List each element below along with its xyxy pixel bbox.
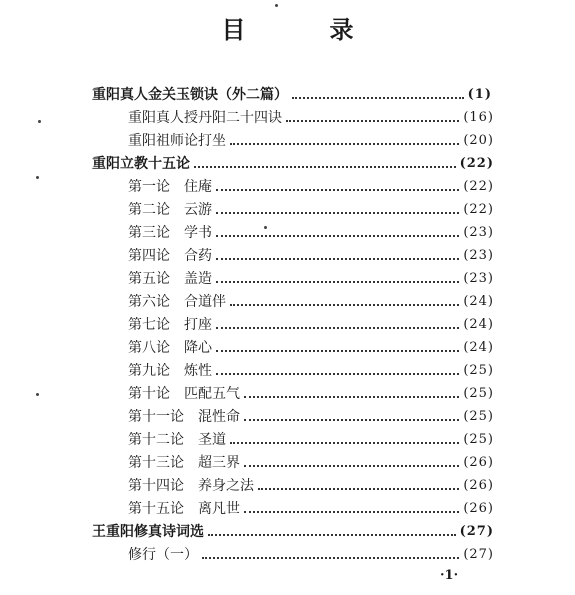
toc-entry[interactable]: [128, 383, 494, 405]
toc-entry[interactable]: [128, 544, 494, 566]
toc-entry-title: 第三论 学书: [128, 225, 212, 241]
leader-dots: [230, 143, 459, 145]
leader-dots: [216, 281, 459, 283]
toc-entry-page: (25): [463, 386, 494, 401]
toc-entry[interactable]: [128, 452, 494, 474]
toc-entry[interactable]: [128, 429, 494, 451]
toc-entry[interactable]: [128, 199, 494, 221]
toc-entry[interactable]: [128, 222, 494, 244]
leader-dots: [244, 511, 459, 513]
toc-entry-title: 第十四论 养身之法: [128, 478, 254, 494]
leader-dots: [194, 166, 456, 168]
toc-entry-title: 第十一论 混性命: [128, 409, 240, 425]
toc-entry[interactable]: [92, 84, 492, 106]
toc-entry[interactable]: [128, 314, 494, 336]
toc-entry-title: 第十二论 圣道: [128, 432, 226, 448]
toc-entry[interactable]: [128, 268, 494, 290]
leader-dots: [244, 465, 459, 467]
toc-entry-page: (20): [463, 133, 494, 148]
scan-speck: [36, 393, 39, 396]
toc-entry-page: (24): [463, 340, 494, 355]
toc-entry[interactable]: [92, 521, 494, 543]
toc-entry[interactable]: [128, 475, 494, 497]
toc-entry[interactable]: [128, 406, 494, 428]
leader-dots: [216, 350, 459, 352]
toc-entry-title: 第八论 降心: [128, 340, 212, 356]
toc-entry-title: 王重阳修真诗词选: [92, 524, 204, 540]
page-title: 目 录: [221, 15, 384, 44]
leader-dots: [208, 534, 456, 536]
leader-dots: [216, 327, 459, 329]
toc-entry-page: (23): [463, 248, 494, 263]
leader-dots: [230, 304, 459, 306]
toc-entry-title: 重阳立教十五论: [92, 156, 190, 172]
toc-entry-page: (23): [463, 271, 494, 286]
leader-dots: [216, 212, 459, 214]
leader-dots: [286, 120, 459, 122]
toc-entry-title: 修行（一）: [128, 547, 198, 563]
leader-dots: [216, 235, 459, 237]
leader-dots: [244, 396, 459, 398]
toc-entry-page: (26): [463, 478, 494, 493]
toc-entry-page: (27): [459, 524, 494, 539]
page-number: ·1·: [440, 568, 459, 583]
leader-dots: [216, 373, 459, 375]
toc-entry-page: (24): [463, 294, 494, 309]
toc-entry-title: 重阳祖师论打坐: [128, 133, 226, 149]
scan-speck: [38, 120, 41, 123]
toc-entry[interactable]: [128, 337, 494, 359]
toc-entry-page: (16): [463, 110, 494, 125]
toc-entry-page: (25): [463, 409, 494, 424]
toc-entry[interactable]: [128, 291, 494, 313]
toc-entry-page: (25): [463, 432, 494, 447]
toc-entry[interactable]: [128, 107, 494, 129]
toc-entry-page: (22): [459, 156, 494, 171]
toc-entry[interactable]: [92, 153, 494, 175]
toc-entry-title: 重阳真人授丹阳二十四诀: [128, 110, 282, 126]
toc-entry-page: (26): [463, 455, 494, 470]
scan-speck: [275, 4, 278, 7]
toc-entry-title: 第七论 打座: [128, 317, 212, 333]
scan-speck: [264, 226, 267, 229]
toc-entry-title: 第六论 合道伴: [128, 294, 226, 310]
toc-entry-title: 重阳真人金关玉锁诀（外二篇）: [92, 87, 288, 103]
toc-entry-title: 第十五论 离凡世: [128, 501, 240, 517]
scan-speck: [36, 176, 39, 179]
toc-entry-page: (26): [463, 501, 494, 516]
toc-entry-page: (25): [463, 363, 494, 378]
toc-entry-page: (24): [463, 317, 494, 332]
leader-dots: [230, 442, 459, 444]
toc-entry[interactable]: [128, 245, 494, 267]
toc-entry[interactable]: [128, 130, 494, 152]
toc-entry-title: 第十论 匹配五气: [128, 386, 240, 402]
toc-entry-title: 第二论 云游: [128, 202, 212, 218]
toc-entry-page: (22): [463, 179, 494, 194]
toc-entry[interactable]: [128, 176, 494, 198]
leader-dots: [292, 97, 464, 99]
toc-entry-page: (22): [463, 202, 494, 217]
toc-entry-title: 第五论 盖造: [128, 271, 212, 287]
leader-dots: [202, 557, 459, 559]
toc-entry[interactable]: [128, 498, 494, 520]
toc-entry-page: (23): [463, 225, 494, 240]
toc-entry-page: (1): [467, 87, 492, 102]
toc-entry-title: 第十三论 超三界: [128, 455, 240, 471]
leader-dots: [216, 258, 459, 260]
toc-entry[interactable]: [128, 360, 494, 382]
leader-dots: [258, 488, 459, 490]
leader-dots: [244, 419, 459, 421]
leader-dots: [216, 189, 459, 191]
toc-entry-title: 第四论 合药: [128, 248, 212, 264]
toc-entry-page: (27): [463, 547, 494, 562]
toc-entry-title: 第一论 住庵: [128, 179, 212, 195]
toc-entry-title: 第九论 炼性: [128, 363, 212, 379]
